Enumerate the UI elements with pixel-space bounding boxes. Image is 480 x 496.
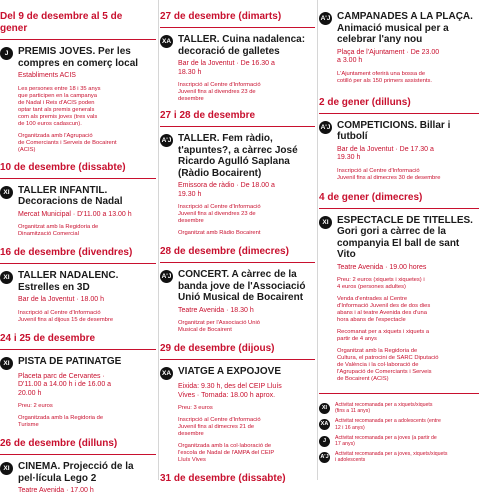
event-heading (160, 269, 315, 304)
event-title: PREMIS JOVES. Per les compres en comerç local (18, 46, 139, 69)
event-block (160, 110, 315, 237)
date-rule (0, 454, 156, 455)
event-title: TALLER INFANTIL. Decoracions de Nadal (18, 184, 123, 207)
event-date: 31 de desembre (dissabte) (160, 473, 286, 484)
age-badge-icon: A'J (319, 452, 330, 463)
event-heading (319, 120, 479, 143)
event-date: 10 de desembre (dissabte) (0, 161, 126, 173)
event-block (319, 0, 479, 85)
event-organizer: Organitzada amb la Regidoria de Turisme (18, 415, 104, 428)
event-heading (0, 461, 156, 484)
event-block (0, 438, 156, 496)
event-block (0, 162, 156, 239)
event-price: Preu: 2 euros (18, 403, 53, 409)
column-3 (319, 0, 479, 468)
date-rule (0, 349, 156, 350)
age-badge-icon: XI (0, 462, 13, 475)
event-block (160, 246, 315, 334)
event-date: 2 de gener (dilluns) (319, 96, 411, 108)
event-title: PISTA DE PATINATGE (18, 355, 122, 367)
event-inscription: Inscripció al Centre d'Informació Juvenil fins al dimecres 21 de desembre (178, 417, 261, 437)
age-badge-icon: XA (319, 419, 330, 430)
date-rule (160, 27, 315, 28)
age-legend (319, 402, 479, 464)
event-note: L'Ajuntament oferirà una bossa de cotilló per als 150 primers assistents. (337, 70, 433, 84)
age-badge-icon: XA (160, 35, 173, 48)
date-rule (0, 263, 156, 264)
event-heading (0, 270, 156, 293)
event-location: Teatre Avenida · 19.00 hores (337, 263, 427, 271)
legend-item (319, 402, 479, 414)
event-organizer: Organitzada amb l'Agrupació de Comerciants i Serveis de Bocairent (ACIS) (18, 132, 117, 153)
event-block (319, 97, 479, 182)
event-location: Mercat Municipal · D'11.00 a 13.00 h (18, 210, 132, 218)
date-rule (160, 359, 315, 360)
event-location: Teatre Avenida · 18.30 h (178, 306, 254, 314)
event-heading (0, 46, 156, 69)
event-title: COMPETICIONS. Billar i futbolí (337, 119, 451, 142)
event-organizer: Organitzada amb la col·laboració de l'escola de Nadal de l'AMPA del CEIP Lluís Vives (178, 443, 275, 463)
event-block (160, 0, 315, 103)
event-organizer: Organitzat amb Ràdio Bocairent (178, 230, 261, 236)
date-rule (160, 262, 315, 263)
age-badge-icon: A'J (160, 270, 173, 283)
column-2 (160, 0, 315, 489)
column-divider (317, 0, 318, 480)
event-title: CONCERT. A càrrec de la banda jove de l'Associació Unió Musical de Bocairent (178, 269, 306, 303)
event-block (0, 247, 156, 324)
age-badge-icon: XA (160, 367, 173, 380)
event-location: Teatre Avenida · 17.00 h (18, 487, 94, 494)
event-inscription: Inscripció al Centre d'Informació Juvenil fins al dijous 15 de desembre (18, 309, 114, 323)
legend-text: Activitat recomanada per a joves (a partir de 17 anys) (335, 434, 437, 448)
event-heading (160, 366, 315, 380)
event-date: 27 i 28 de desembre (160, 110, 256, 121)
age-badge-icon: A'J (319, 12, 332, 25)
event-block (319, 192, 479, 384)
event-location: Bar de la Joventut · De 17.30 a 19.30 h (337, 145, 434, 161)
event-title: CINEMA. Projecció de la pel·lícula Lego 2 (18, 461, 134, 484)
age-badge-icon: J (0, 47, 13, 60)
event-tickets: Venda d'entrades al Centre d'Informació Juvenil des de dos dies abans i al teatre Avenida des d'una hora abans de l'espectacle (337, 296, 431, 323)
event-title: TALLER. Fem ràdio, t'apuntes?, a càrrec José Ricardo Agulló Saplana (Ràdio Bocairent) (178, 133, 298, 179)
event-location: Bar de la Joventut · De 16.30 a 18.30 h (178, 60, 275, 76)
age-badge-icon: XI (0, 186, 13, 199)
event-inscription: Inscripció al Centre d'Informació Juvenil fins al divendres 23 de desembre (178, 82, 261, 102)
event-heading (160, 133, 315, 179)
event-title: TALLER. Cuina nadalenca: decoració de galletes (178, 34, 306, 57)
event-heading (319, 215, 479, 261)
column-1 (0, 0, 156, 496)
event-date: 28 de desembre (dimecres) (160, 246, 289, 257)
event-location: Emissora de ràdio · De 18.00 a 19.30 h (178, 182, 275, 198)
event-location: Plaça de l'Ajuntament · De 23.00 a 3.00 h (337, 48, 440, 64)
event-location: Eixida: 9.30 h, des del CEIP Lluís Vives · Tornada: 18.00 h aprox. (178, 383, 282, 399)
event-price: Preu: 3 euros (178, 405, 213, 411)
event-block (0, 333, 156, 430)
legend-item (319, 418, 479, 430)
event-location: Establiments ACIS (18, 72, 76, 79)
age-badge-icon: XI (319, 403, 330, 414)
event-block (0, 0, 156, 154)
date-rule (160, 126, 315, 127)
event-date: 4 de gener (dimecres) (319, 191, 423, 203)
event-note: Les persones entre 18 i 35 anys que participen en la campanya de Nadal i Reis d'ACIS poden optar tant als premis generals com als premis joves (tres vals de 100 euros cadascun). (18, 85, 101, 127)
event-location: Bar de la Joventut · 18.00 h (18, 296, 104, 303)
date-rule (319, 208, 479, 209)
event-price: Preu: 2 euros (xiquets i xiquetes) i 4 euros (persones adultes) (337, 277, 425, 290)
legend-text: Activitat recomanada per a adolescents (entre 12 i 16 anys) (335, 418, 441, 431)
event-date: 24 i 25 de desembre (0, 332, 96, 344)
event-inscription: Inscripció al Centre d'Informació Juvenil fins al divendres 23 de desembre (178, 204, 261, 224)
event-title: CAMPANADES A LA PLAÇA. Animació musical per a celebrar l'any nou (337, 11, 473, 45)
age-badge-icon: J (319, 436, 330, 447)
event-location: Placeta parc de Cervantes · D'11.00 a 14.00 h i de 16.00 a 20.00 h (18, 372, 112, 397)
age-badge-icon: XI (319, 216, 332, 229)
event-organizer: Organitzat amb la Regidoria de Cultura, el patrocini de SARC Diputació de València i la col·laboració de l'Agrupació de Comerciants i Serveis de Bocairent (ACIS) (337, 348, 439, 382)
event-title: TALLER NADALENC. Estrelles en 3D (18, 270, 119, 293)
legend-text: Activitat recomanada per a joves, xiquets/xiquets i adolescents (335, 451, 448, 464)
legend-item (319, 451, 479, 463)
event-date: 27 de desembre (dimarts) (160, 11, 282, 22)
age-badge-icon: A'J (319, 121, 332, 134)
event-heading (0, 356, 156, 370)
event-date: 29 de desembre (dijous) (160, 343, 275, 354)
event-title: VIATGE A EXPOJOVE (178, 366, 281, 377)
event-inscription: Inscripció al Centre d'Informació Juvenil fins al dimecres 30 de desembre (337, 167, 441, 181)
date-rule (319, 113, 479, 114)
legend-rule (319, 393, 479, 394)
age-badge-icon: XI (0, 271, 13, 284)
column-divider (158, 0, 159, 480)
date-rule (0, 178, 156, 179)
event-date: 16 de desembre (divendres) (0, 247, 133, 258)
event-date: Del 9 de desembre al 5 de gener (0, 11, 123, 34)
event-title: ESPECTACLE DE TITELLES. Gori gori a càrrec de la companyia El ball de sant Vito (337, 214, 473, 260)
event-block (160, 343, 315, 464)
event-heading (160, 34, 315, 57)
legend-item (319, 435, 479, 447)
age-badge-icon: A'J (160, 134, 173, 147)
event-block (160, 473, 315, 485)
legend-text: Activitat recomanada per a xiquets/xiquets (fins a 11 anys) (335, 402, 433, 415)
date-rule (0, 39, 156, 40)
event-date: 26 de desembre (dilluns) (0, 438, 118, 449)
age-badge-icon: XI (0, 357, 13, 370)
event-heading (0, 185, 156, 208)
event-organizer: Organitzat amb la Regidoria de Dinamització Comercial (18, 224, 99, 237)
event-recommendation: Recomanat per a xiquets i xiquets a partir de 4 anys (337, 329, 430, 342)
event-heading (319, 11, 479, 46)
event-organizer: Organitzat per l'Associació Unió Musical de Bocairent (178, 320, 260, 333)
